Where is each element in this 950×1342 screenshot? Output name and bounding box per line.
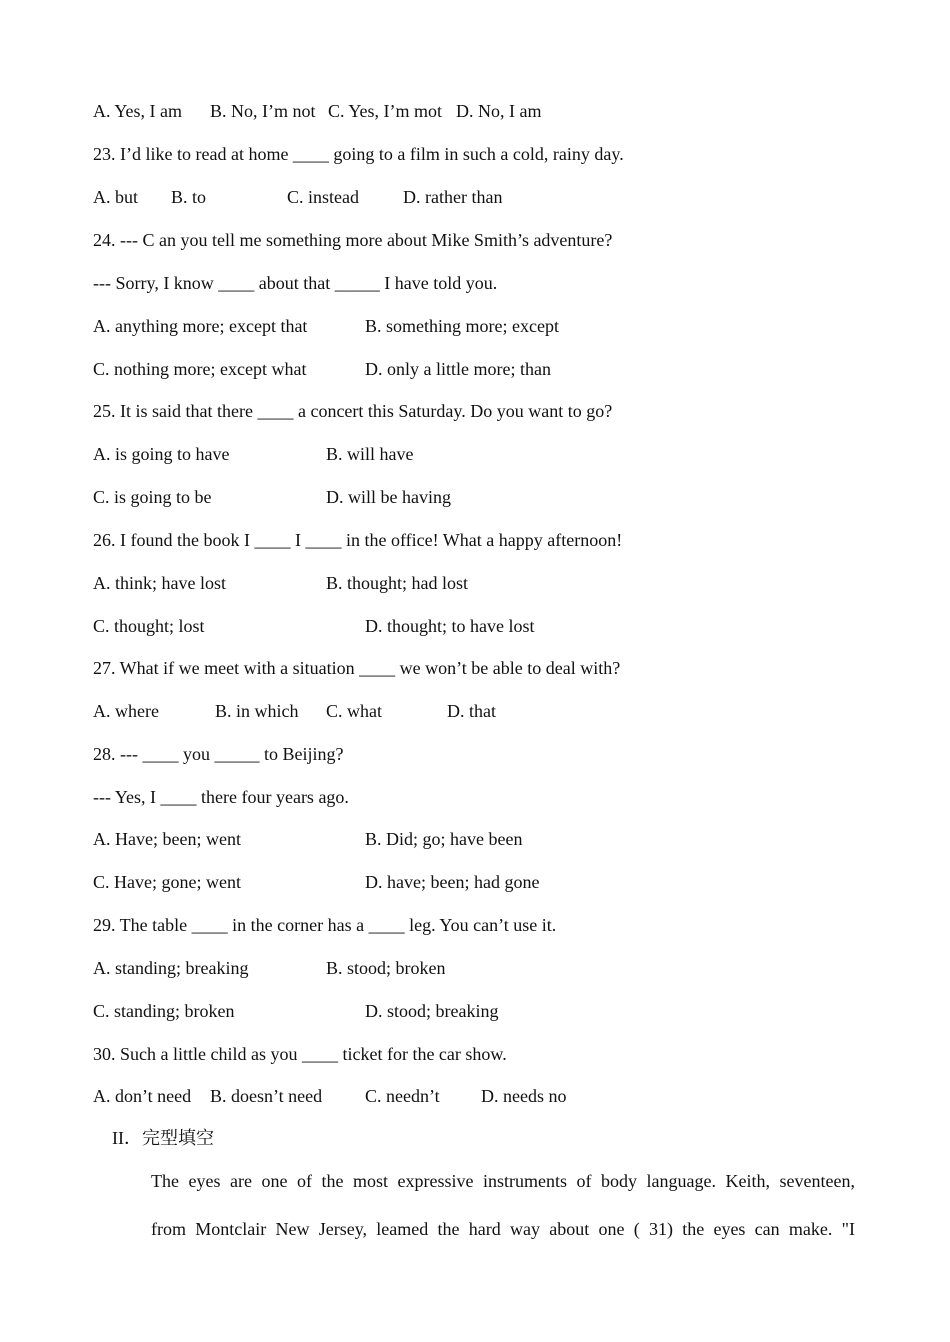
q25-stem: 25. It is said that there ____ a concert this Saturday. Do you want to go? — [93, 401, 613, 421]
q28-option-b: B. Did; go; have been — [365, 829, 523, 849]
q29-option-d: D. stood; breaking — [365, 1001, 499, 1021]
q26-option-d: D. thought; to have lost — [365, 616, 535, 636]
q23-stem: 23. I’d like to read at home ____ going to a film in such a cold, rainy day. — [93, 144, 624, 164]
q29-option-b: B. stood; broken — [326, 958, 446, 978]
q22-option-a: A. Yes, I am — [93, 101, 183, 121]
q27-stem: 27. What if we meet with a situation ____ we won’t be able to deal with? — [93, 658, 621, 678]
q29-stem: 29. The table ____ in the corner has a ____ leg. You can’t use it. — [93, 915, 557, 935]
q28-option-a: A. Have; been; went — [93, 829, 241, 849]
q28-stem: 28. --- ____ you _____ to Beijing? — [93, 744, 344, 764]
q26-option-b: B. thought; had lost — [326, 573, 469, 593]
q24-stem: 24. --- C an you tell me something more about Mike Smith’s adventure? — [93, 230, 613, 250]
q27-option-d: D. that — [447, 701, 496, 721]
q25-option-c: C. is going to be — [93, 487, 212, 507]
q29-option-c: C. standing; broken — [93, 1001, 235, 1021]
q29-option-a: A. standing; breaking — [93, 958, 249, 978]
q23-option-a: A. but — [93, 187, 138, 207]
section-heading: II．完型填空 — [112, 1128, 214, 1148]
q22-option-b: B. No, I’m not — [210, 101, 316, 121]
q30-option-b: B. doesn’t need — [210, 1086, 323, 1106]
passage-line-2: from Montclair New Jersey, leamed the hard way about one ( 31) the eyes can make. "I — [151, 1219, 855, 1239]
q24-option-b: B. something more; except — [365, 316, 559, 336]
q27-option-c: C. what — [326, 701, 382, 721]
q24-stem-reply: --- Sorry, I know ____ about that _____ I have told you. — [93, 273, 498, 293]
q22-option-d: D. No, I am — [456, 101, 542, 121]
q30-option-a: A. don’t need — [93, 1086, 192, 1106]
q24-option-d: D. only a little more; than — [365, 359, 551, 379]
q27-option-a: A. where — [93, 701, 159, 721]
q23-option-c: C. instead — [287, 187, 359, 207]
q26-option-c: C. thought; lost — [93, 616, 205, 636]
q28-stem-reply: --- Yes, I ____ there four years ago. — [93, 787, 349, 807]
q24-option-a: A. anything more; except that — [93, 316, 308, 336]
q26-option-a: A. think; have lost — [93, 573, 226, 593]
q23-option-b: B. to — [171, 187, 207, 207]
q28-option-c: C. Have; gone; went — [93, 872, 241, 892]
q30-stem: 30. Such a little child as you ____ ticket for the car show. — [93, 1044, 507, 1064]
q25-option-a: A. is going to have — [93, 444, 230, 464]
passage-line-1: The eyes are one of the most expressive instruments of body language. Keith, seventeen, — [151, 1171, 855, 1191]
q27-option-b: B. in which — [215, 701, 299, 721]
q26-stem: 26. I found the book I ____ I ____ in the office! What a happy afternoon! — [93, 530, 623, 550]
q23-option-d: D. rather than — [403, 187, 503, 207]
q22-option-c: C. Yes, I’m mot — [328, 101, 443, 121]
q25-option-b: B. will have — [326, 444, 414, 464]
q30-option-c: C. needn’t — [365, 1086, 440, 1106]
q25-option-d: D. will be having — [326, 487, 451, 507]
q30-option-d: D. needs no — [481, 1086, 567, 1106]
q28-option-d: D. have; been; had gone — [365, 872, 540, 892]
q24-option-c: C. nothing more; except what — [93, 359, 307, 379]
